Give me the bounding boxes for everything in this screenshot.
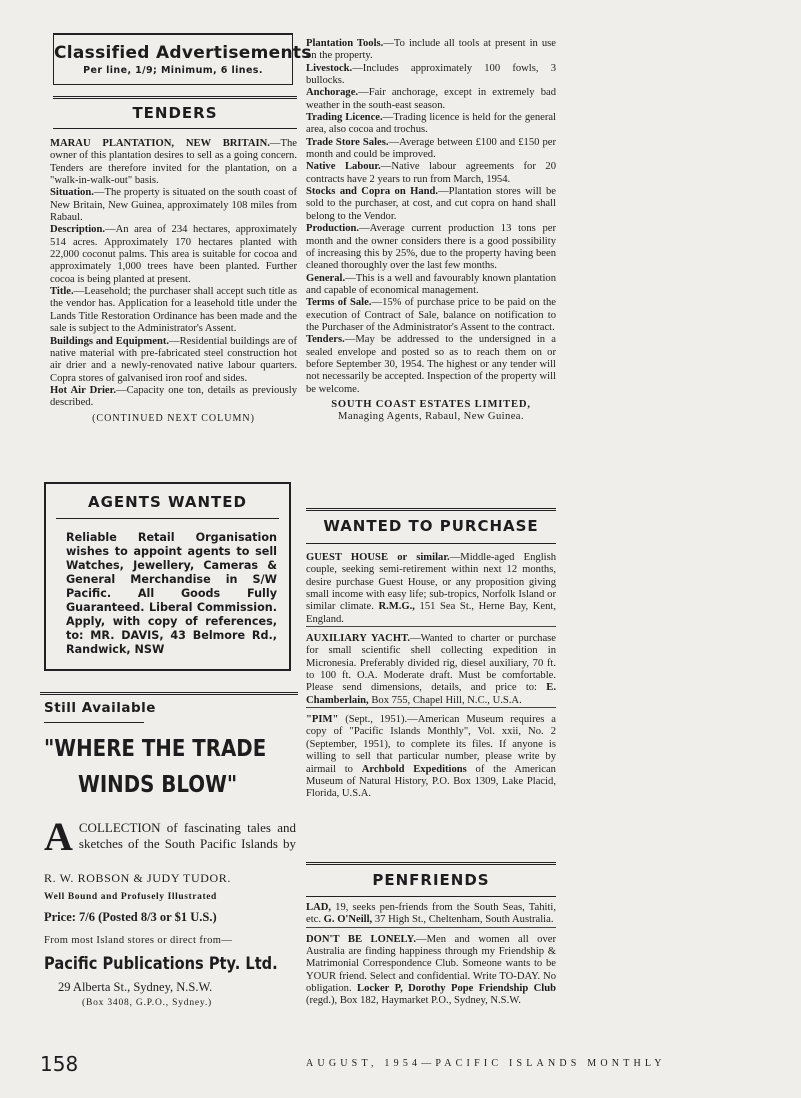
tender-item: General.—This is a well and favourably known plantation and capable of economical management. <box>306 272 556 296</box>
book-title-1: "WHERE THE TRADE <box>44 736 267 762</box>
tender-item: Production.—Average current production 13 tons per month and the owner considers there is a good possibility of increasing this by 25%, due to the property having been cleaned thoroughly over the last few months. <box>306 223 556 272</box>
book-address: 29 Alberta St., Sydney, N.S.W. <box>58 980 213 994</box>
agents-wanted-box <box>44 482 291 671</box>
tender-item: Trading Licence.—Trading licence is held for the general area, also cocoa and trochus. <box>306 112 556 136</box>
classified-ad: AUXILIARY YACHT.—Wanted to charter or purchase for small scientific shell collecting expedition in Micronesia. Preferably divided rig, diesel auxiliary, 70 ft. to 100 ft. O.A. Moderate draft. Must be comfortable. Please send dimensions, details, and price to: E. Chamberlain, Box 755, Chapel Hill, N.C., U.S.A. <box>306 633 556 706</box>
wanted-heading: WANTED TO PURCHASE <box>323 517 539 535</box>
tender-item: Stocks and Copra on Hand.—Plantation stores will be sold to the purchaser, at cost, and cut copra on hand shall belong to the Vendor. <box>306 186 556 222</box>
tender-item: Title.—Leasehold; the purchaser shall accept such title as the vendor has. Application for a leasehold title under the Lands Title Restoration Ordinance has been made and the sale is subject to the Administrator's Assent. <box>50 286 297 335</box>
classified-ad: LAD, 19, seeks pen-friends from the South Seas, Tahiti, etc. G. O'Neill, 37 High St., Cheltenham, South Australia. <box>306 902 556 926</box>
still-available: Still Available <box>44 700 156 716</box>
book-box: (Box 3408, G.P.O., Sydney.) <box>82 998 212 1008</box>
tender-item: Plantation Tools.—To include all tools at present in use on the property. <box>306 38 556 62</box>
classified-ad: DON'T BE LONELY.—Men and women all over Australia are finding happiness through my Friendship & Matrimonial Correspondence Club. Someone wants to be YOUR friend. Select and confidential. Write TO-DAY. No obligation. Locker P, Dorothy Pope Friendship Club (regd.), Box 182, Haymarket P.O., Sydney, N.S.W. <box>306 933 556 1007</box>
tender-item: Native Labour.—Native labour agreements for 20 contracts have 2 years to run from March, 1954. <box>306 161 557 185</box>
wanted-ads <box>306 552 556 801</box>
footer-line: AUGUST, 1954—PACIFIC ISLANDS MONTHLY <box>306 1058 666 1069</box>
agents-body: Reliable Retail Organisation wishes to appoint agents to sell Watches, Jewellery, Cameras & General Merchandise in S/W Pacific. All Goods Fully Guaranteed. Liberal Commission. Apply, with copy of references, to: MR. DAVIS, 43 Belmore Rd., Randwick, NSW <box>66 531 277 656</box>
tender-item: Situation.—The property is situated on the south coast of New Britain, New Guinea, approximately 108 miles from Rabaul. <box>50 187 297 224</box>
book-publisher: Pacific Publications Pty. Ltd. <box>44 954 278 974</box>
tender-signoff: SOUTH COAST ESTATES LIMITED, Managing Agents, Rabaul, New Guinea. <box>331 398 531 423</box>
tender-item: Buildings and Equipment.—Residential buildings are of native material with pre-fabricated steel construction hot air drier and a newly-renovated native labour quarters. Copra stores of galvanised iron roof and sides. <box>50 335 297 384</box>
book-price: Price: 7/6 (Posted 8/3 or $1 U.S.) <box>44 910 217 924</box>
tender-item: Anchorage.—Fair anchorage, except in extremely bad weather in the south-east season. <box>306 87 556 111</box>
tender-item: Hot Air Drier.—Capacity one ton, details as previously described. <box>50 384 298 409</box>
tenders-intro: MARAU PLANTATION, NEW BRITAIN.—The owner of this plantation desires to sell as a going concern. Tenders are therefore invited for the plantation, on a "walk-in-walk-out" basis. <box>50 138 297 187</box>
classified-ad: "PIM" (Sept., 1951).—American Museum requires a copy of "Pacific Islands Monthly", Vol. xxii, No. 2 (September, 1951), to complete its files. If anyone is willing to sell that particular number, please write by airmail to Archbold Expeditions of the American Museum of Natural History, P.O. Box 1309, Lake Placid, Florida, U.S.A. <box>306 714 556 800</box>
book-title-2: WINDS BLOW" <box>78 772 238 798</box>
tenders-body <box>50 138 297 424</box>
penfriends-heading: PENFRIENDS <box>372 871 490 889</box>
classified-rates: Per line, 1/9; Minimum, 6 lines. <box>83 65 263 76</box>
classified-ad: GUEST HOUSE or similar.—Middle-aged English couple, seeking semi-retirement within next 12 months, desire purchase Guest House, or any proposition giving small income with easy life; sub-tropics, Norfolk Island or similar climate. R.M.G., 151 Sea St., Herne Bay, Kent, England. <box>306 552 557 625</box>
book-binding: Well Bound and Profusely Illustrated <box>44 892 217 902</box>
classified-box <box>53 33 312 85</box>
page-number: 158 <box>40 1052 79 1076</box>
book-authors: R. W. ROBSON & JUDY TUDOR. <box>44 871 231 885</box>
ad-divider <box>306 707 556 708</box>
penfriend-ads <box>306 902 556 1008</box>
book-description: A COLLECTION of fascinating tales and sketches of the South Pacific Islands by <box>44 814 296 859</box>
tender-item: Description.—An area of 234 hectares, approximately 514 acres. Approximately 170 hectares planted with 22,000 coconut palms. This area is suitable for cocoa and approximately 1,000 trees have been planted. Further cocoa is being planted at present. <box>50 224 297 285</box>
tender-item: Terms of Sale.—15% of purchase price to be paid on the execution of Contract of Sale, balance on notification to the Purchaser of the Administrator's Assent to the contract. <box>306 297 556 333</box>
classified-title: Classified Advertisements <box>54 43 312 63</box>
continued-note: (CONTINUED NEXT COLUMN) <box>92 412 255 424</box>
ad-divider <box>306 927 556 928</box>
tender-item: Trade Store Sales.—Average between £100 and £150 per month and could be improved. <box>306 136 557 161</box>
ad-divider <box>306 626 556 627</box>
agents-heading: AGENTS WANTED <box>88 493 247 511</box>
tender-item: Tenders.—May be addressed to the undersigned in a sealed envelope and posted so as to reach them on or before September 30, 1954. The highest or any tender will not necessarily be accepted. Inspection of the property will be welcome. <box>306 334 556 395</box>
tenders-continued <box>306 38 556 424</box>
tender-item: Livestock.—Includes approximately 100 fowls, 3 bullocks. <box>306 62 556 87</box>
tenders-heading: TENDERS <box>132 104 218 122</box>
drop-cap: A <box>44 814 73 859</box>
agents-contact: MR. DAVIS, 43 Belmore Rd., Randwick, NSW <box>66 629 277 656</box>
book-from: From most Island stores or direct from— <box>44 935 233 946</box>
